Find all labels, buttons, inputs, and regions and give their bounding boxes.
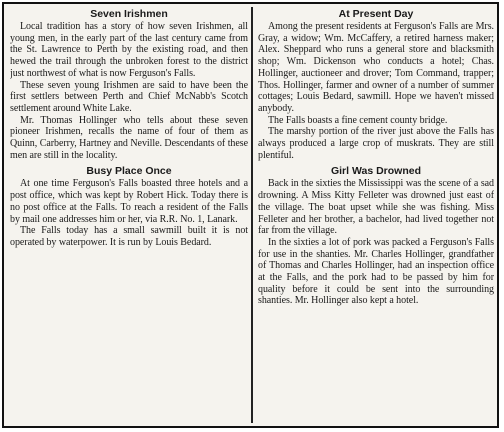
column-divider xyxy=(251,7,253,423)
heading-seven-irishmen: Seven Irishmen xyxy=(90,8,168,20)
paragraph: Back in the sixties the Mississippi was the scene of a sad drowning. A Miss Kitty Felleter was drowned just east of the village. The boat upset while she was fishing. Miss Felleter and her brother, a bachelor, had lived together not far from the village. xyxy=(258,178,494,237)
newspaper-clipping xyxy=(2,2,499,428)
paragraph: The marshy portion of the river just above the Falls has always produced a large crop of muskrats. They are still plentiful. xyxy=(258,126,494,161)
heading-girl-was-drowned: Girl Was Drowned xyxy=(330,165,422,178)
paragraph: At one time Ferguson's Falls boasted three hotels and a post office, which was kept by Robert Hick. Today there is no post office at the Falls. To reach a resident of the Falls by mail one addresses him or her, via R.R. No. 1, Lanark. xyxy=(10,178,248,225)
paragraph: In the sixties a lot of pork was packed a Ferguson's Falls for use in the shanties. Mr. Charles Hollinger, grandfather of Thomas and Charles Hollinger, had an inspection office at the Falls, and the pork had to be passed by him for quality before it could be sent into the surrounding shanties. Mr. Hollinger also kept a hotel. xyxy=(258,236,494,307)
paragraph: The Falls boasts a fine cement county bridge. xyxy=(268,114,448,126)
heading-busy-place-once: Busy Place Once xyxy=(86,165,172,178)
paragraph: The Falls today has a small sawmill built it is not operated by waterpower. It is run by Louis Bedard. xyxy=(10,225,248,248)
left-column xyxy=(10,4,248,426)
paragraph: Local tradition has a story of how seven Irishmen, all young men, in the early part of the last century came from the St. Lawrence to Perth by the existing road, and then hewed the trail through the unbroken forest to the district just northwest of what is now Ferguson's Falls. xyxy=(10,21,248,79)
right-column xyxy=(258,4,494,426)
heading-at-present-day: At Present Day xyxy=(338,8,414,20)
paragraph: These seven young Irishmen are said to have been the first settlers between Perth and Chief McNabb's Scotch settlement around White Lake. xyxy=(10,79,248,114)
paragraph: Mr. Thomas Hollinger who tells about these seven pioneer Irishmen, recalls the name of four of them as Quinn, Carberry, Hartney and Neville. Descendants of these men are still in the locality. xyxy=(10,114,248,161)
paragraph: Among the present residents at Ferguson's Falls are Mrs. Gray, a widow; Wm. McCaffery, a retired harness maker; Alex. Sheppard who runs a general store and blacksmith shop; Wm. Dickenson who conducts a hotel; Chas. Hollinger, auctioneer and drover; Tom Command, trapper; Thos. Hollinger, farmer and owner of a number of summer cottages; Louis Bedard, sawmill. Hope we haven't missed anybody. xyxy=(258,21,494,114)
